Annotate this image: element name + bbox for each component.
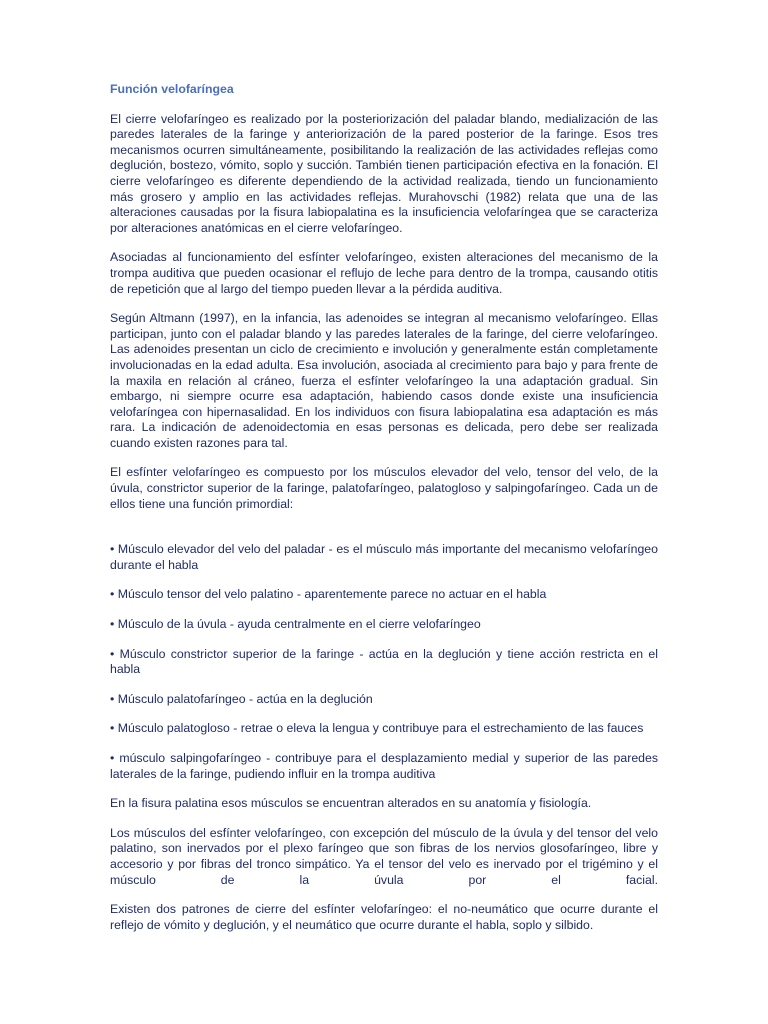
paragraph-patrones-cierre: Existen dos patrones de cierre del esfínter velofaríngeo: el no-neumático que ocurre durante el reflejo de vómito y deglución, y el neumático que ocurre durante el habla, soplo y silbido. [110, 902, 658, 932]
paragraph-adenoides: Según Altmann (1997), en la infancia, las adenoides se integran al mecanismo velofaríngeo. Ellas participan, junto con el paladar blando y las paredes laterales de la faringe, del cierre velofaríngeo. Las adenoides presentan un ciclo de crecimiento e involución y generalmente están completamente involucionadas en la edad adulta. Esa involución, asociada al crecimiento para bajo y para frente de la maxila en relación al cráneo, fuerza el esfínter velofaríngeo la una adaptación gradual. Sin embargo, ni siempre ocurre esa adaptación, habiendo casos donde existe una insuficiencia velofaríngea con hipernasalidad. En los individuos con fisura labiopalatina esa adaptación es más rara. La indicación de adenoidectomia en esas personas es delicada, pero debe ser realizada cuando existen razones para tal. [110, 311, 658, 450]
paragraph-fisura-palatina: En la fisura palatina esos músculos se encuentran alterados en su anatomía y fisiología. [110, 796, 592, 811]
list-item: • Músculo de la úvula - ayuda centralmente en el cierre velofaríngeo [110, 617, 481, 632]
paragraph-cierre-velofaringeo: El cierre velofaríngeo es realizado por la posteriorización del paladar blando, medialización de las paredes laterales de la faringe y anteriorización de la pared posterior de la faringe. Esos tres mecanismos ocurren simultáneamente, posibilitando la realización de las actividades reflejas como deglución, bostezo, vómito, soplo y succión. También tienen participación efectiva en la fonación. El cierre velofaríngeo es diferente dependiendo de la actividad realizada, tiendo un funcionamiento más grosero y amplio en las actividades reflejas. Murahovschi (1982) relata que una de las alteraciones causadas por la fisura labiopalatina es la insuficiencia velofaríngea que se caracteriza por alteraciones anatómicas en el cierre velofaríngeo. [110, 111, 658, 235]
paragraph-musculos-intro: El esfínter velofaríngeo es compuesto por los músculos elevador del velo, tensor del velo, de la úvula, constrictor superior de la faringe, palatofaríngeo, palatogloso y salpingofaríngeo. Cada un de ellos tiene una función primordial: [110, 465, 658, 511]
list-item: • Músculo palatofaríngeo - actúa en la deglución [110, 691, 373, 706]
list-item: • Músculo elevador del velo del paladar - es el músculo más importante del mecanismo velofaríngeo durante el habla [110, 542, 658, 572]
muscle-list [110, 542, 658, 782]
paragraph-inervacion: Los músculos del esfínter velofaríngeo, con excepción del músculo de la úvula y del tensor del velo palatino, son inervados por el plexo faríngeo que son fibras de los nervios glosofaríngeo, libre y accesorio y por fibras del tronco simpático. Ya el tensor del velo es inervado por el trigémino y el músculo de la úvula por el facial. [110, 825, 658, 887]
list-item: • músculo salpingofaríngeo - contribuye para el desplazamiento medial y superior de las paredes laterales de la faringe, pudiendo influir en la trompa auditiva [110, 751, 658, 781]
spacer [110, 526, 658, 542]
list-item: • Músculo tensor del velo palatino - aparentemente parece no actuar en el habla [110, 587, 547, 602]
document-page [110, 82, 658, 947]
paragraph-trompa-auditiva: Asociadas al funcionamiento del esfínter velofaríngeo, existen alteraciones del mecanismo de la trompa auditiva que pueden ocasionar el reflujo de leche para dentro de la trompa, causando otitis de repetición que al largo del tiempo pueden llevar a la pérdida auditiva. [110, 250, 658, 296]
page-title: Función velofaríngea [110, 82, 234, 96]
list-item: • Músculo constrictor superior de la faringe - actúa en la deglución y tiene acción restricta en el habla [110, 646, 658, 677]
list-item: • Músculo palatogloso - retrae o eleva la lengua y contribuye para el estrechamiento de las fauces [110, 721, 644, 736]
